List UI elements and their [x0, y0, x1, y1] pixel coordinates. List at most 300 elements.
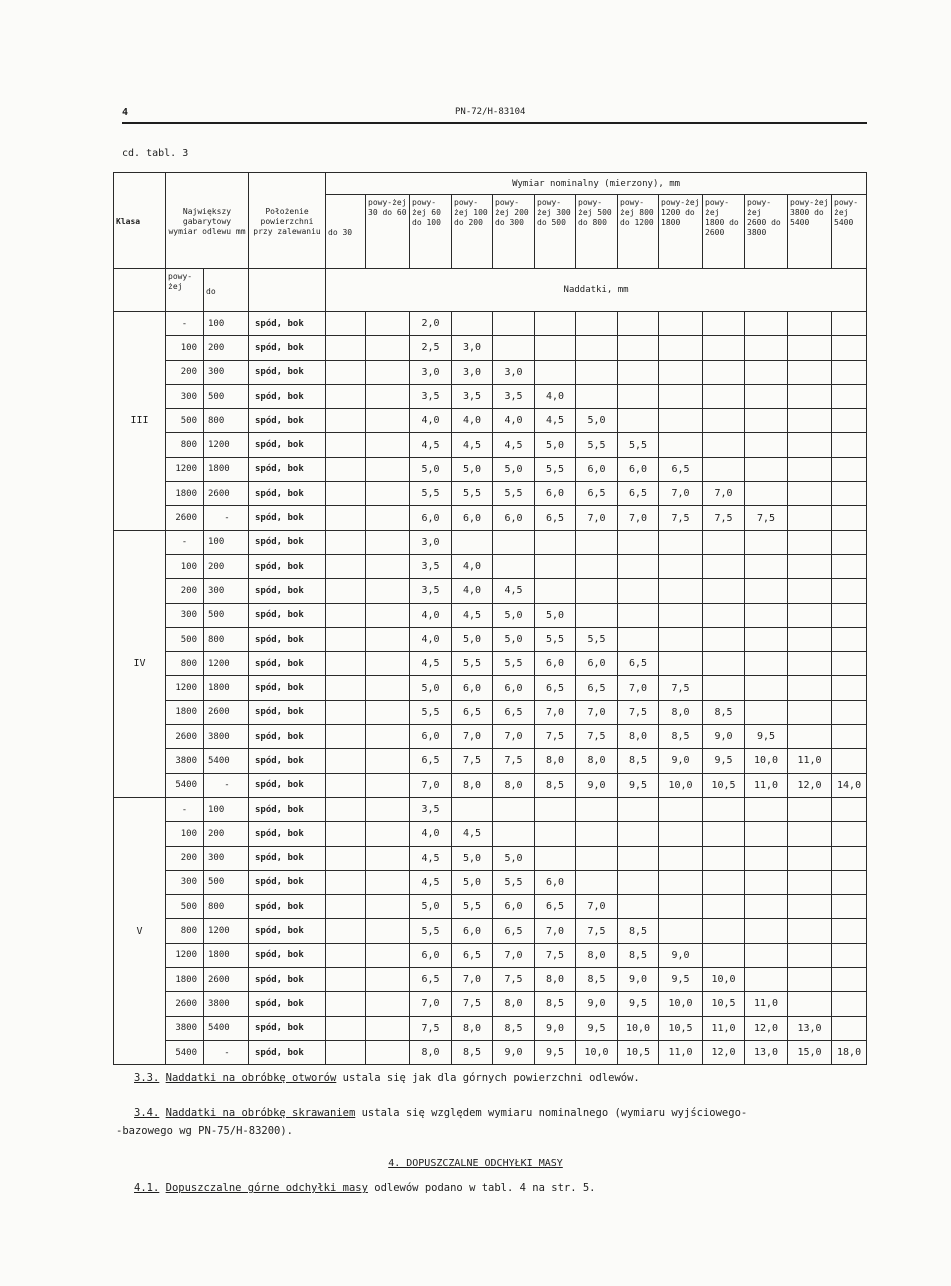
allowance-value-cell: 11,0 [745, 992, 788, 1016]
surface-position-cell: spód, bok [249, 1016, 326, 1040]
allowance-value-cell [618, 409, 659, 433]
allowance-value-cell: 4,0 [452, 409, 493, 433]
dimension-over-cell: 5400 [166, 1040, 204, 1064]
allowance-value-cell: 3,5 [493, 384, 535, 408]
allowance-value-cell: 6,0 [452, 676, 493, 700]
header-over: powy-żej [166, 269, 204, 312]
allowance-value-cell [832, 554, 867, 578]
allowance-value-cell: 6,0 [452, 919, 493, 943]
dimension-to-cell: 100 [204, 530, 249, 554]
allowance-value-cell [618, 797, 659, 821]
allowance-value-cell [618, 360, 659, 384]
allowance-value-cell: 4,0 [410, 603, 452, 627]
allowance-value-cell: 7,0 [410, 773, 452, 797]
allowance-value-cell [576, 579, 618, 603]
allowance-value-cell: 10,5 [703, 992, 745, 1016]
table-row [114, 968, 867, 992]
allowance-value-cell [745, 457, 788, 481]
allowance-value-cell [788, 506, 832, 530]
paragraph-4-1 [134, 1182, 596, 1194]
allowance-value-cell [788, 336, 832, 360]
allowance-value-cell [832, 870, 867, 894]
dimension-over-cell: - [166, 530, 204, 554]
surface-position-cell: spód, bok [249, 482, 326, 506]
allowance-value-cell: 5,5 [535, 457, 576, 481]
allowance-value-cell [832, 627, 867, 651]
allowance-value-cell [788, 627, 832, 651]
allowance-value-cell [576, 822, 618, 846]
paragraph-number: 3.4. [134, 1107, 160, 1119]
allowance-value-cell [576, 384, 618, 408]
allowance-value-cell [366, 579, 410, 603]
allowance-value-cell [788, 409, 832, 433]
allowance-value-cell [788, 384, 832, 408]
paragraph-heading: Dopuszczalne górne odchyłki masy [165, 1182, 368, 1194]
paragraph-text: odlewów podano w tabl. 4 na str. 5. [367, 1182, 596, 1194]
allowance-value-cell: 3,5 [410, 554, 452, 578]
allowance-value-cell [326, 579, 366, 603]
paragraph-heading: Naddatki na obróbkę skrawaniem [165, 1107, 356, 1119]
allowance-value-cell [366, 384, 410, 408]
allowance-value-cell: 10,0 [745, 749, 788, 773]
allowance-value-cell: 5,5 [576, 433, 618, 457]
allowance-value-cell [452, 312, 493, 336]
allowance-value-cell: 8,0 [535, 749, 576, 773]
allowance-value-cell: 4,5 [493, 579, 535, 603]
allowance-value-cell [618, 530, 659, 554]
allowance-value-cell [366, 676, 410, 700]
page-number: 4 [122, 107, 129, 118]
allowance-value-cell [788, 676, 832, 700]
surface-position-cell: spód, bok [249, 457, 326, 481]
allowance-value-cell: 6,5 [576, 676, 618, 700]
table-row [114, 846, 867, 870]
allowance-value-cell [659, 384, 703, 408]
allowance-value-cell [788, 457, 832, 481]
allowance-value-cell [366, 360, 410, 384]
allowance-value-cell [618, 822, 659, 846]
dimension-over-cell: 200 [166, 579, 204, 603]
allowance-value-cell [366, 554, 410, 578]
allowance-value-cell: 5,5 [452, 482, 493, 506]
allowance-value-cell: 9,5 [576, 1016, 618, 1040]
allowance-value-cell: 8,0 [576, 749, 618, 773]
allowance-value-cell: 5,5 [576, 627, 618, 651]
allowance-value-cell [659, 433, 703, 457]
paragraph-3-3 [134, 1072, 640, 1084]
paragraph-heading: Naddatki na obróbkę otworów [165, 1072, 337, 1084]
allowance-value-cell: 7,0 [576, 700, 618, 724]
dimension-to-cell: 5400 [204, 1016, 249, 1040]
allowance-value-cell [576, 336, 618, 360]
allowance-value-cell [703, 603, 745, 627]
allowance-value-cell [366, 312, 410, 336]
allowance-value-cell: 6,0 [452, 506, 493, 530]
allowance-value-cell [745, 482, 788, 506]
allowance-value-cell: 6,5 [452, 943, 493, 967]
table-continuation-label: cd. tabl. 3 [122, 148, 189, 159]
allowance-value-cell: 5,0 [535, 603, 576, 627]
table-row [114, 1016, 867, 1040]
table-row [114, 773, 867, 797]
allowance-value-cell: 8,5 [618, 919, 659, 943]
header-nominal-dimension: Wymiar nominalny (mierzony), mm [326, 173, 867, 195]
allowance-value-cell [366, 773, 410, 797]
dimension-to-cell: 100 [204, 312, 249, 336]
allowance-value-cell [703, 943, 745, 967]
allowance-value-cell: 6,5 [493, 919, 535, 943]
dimension-to-cell: 1800 [204, 943, 249, 967]
allowance-value-cell [703, 579, 745, 603]
allowance-value-cell [703, 433, 745, 457]
allowance-value-cell [703, 919, 745, 943]
allowance-value-cell: 5,0 [452, 870, 493, 894]
allowance-value-cell [788, 895, 832, 919]
header-surface-position: Położenie powierzchni przy zalewaniu [249, 173, 326, 269]
allowance-value-cell [788, 870, 832, 894]
allowance-value-cell [326, 773, 366, 797]
allowance-value-cell [703, 457, 745, 481]
allowance-value-cell: 8,5 [618, 943, 659, 967]
allowance-value-cell [366, 895, 410, 919]
allowance-value-cell: 5,0 [410, 457, 452, 481]
dimension-to-cell: 500 [204, 384, 249, 408]
allowance-value-cell [788, 554, 832, 578]
allowance-value-cell [326, 506, 366, 530]
allowance-value-cell [745, 797, 788, 821]
document-code: PN-72/H-83104 [455, 107, 526, 117]
surface-position-cell: spód, bok [249, 1040, 326, 1064]
allowance-value-cell: 14,0 [832, 773, 867, 797]
allowance-value-cell [326, 749, 366, 773]
allowance-value-cell [788, 482, 832, 506]
allowance-value-cell [788, 822, 832, 846]
allowance-value-cell: 5,0 [452, 627, 493, 651]
allowance-value-cell: 8,0 [535, 968, 576, 992]
allowance-value-cell [703, 554, 745, 578]
allowance-value-cell [535, 336, 576, 360]
dimension-over-cell: 3800 [166, 1016, 204, 1040]
allowance-value-cell [788, 603, 832, 627]
dimension-over-cell: 1800 [166, 700, 204, 724]
allowance-value-cell: 10,0 [659, 992, 703, 1016]
allowance-value-cell: 8,0 [452, 1016, 493, 1040]
allowance-value-cell: 7,0 [618, 506, 659, 530]
allowance-value-cell: 6,0 [535, 482, 576, 506]
allowance-value-cell [788, 943, 832, 967]
allowance-value-cell: 9,0 [576, 992, 618, 1016]
allowance-value-cell [745, 676, 788, 700]
allowance-value-cell: 6,5 [493, 700, 535, 724]
allowance-value-cell [703, 846, 745, 870]
allowance-value-cell: 8,5 [452, 1040, 493, 1064]
allowance-value-cell [326, 700, 366, 724]
allowance-value-cell: 6,0 [618, 457, 659, 481]
allowance-value-cell [618, 579, 659, 603]
table-row [114, 627, 867, 651]
table-row [114, 312, 867, 336]
allowance-value-cell: 11,0 [659, 1040, 703, 1064]
surface-position-cell: spód, bok [249, 506, 326, 530]
allowance-value-cell [326, 409, 366, 433]
allowance-value-cell [535, 554, 576, 578]
table-row [114, 943, 867, 967]
allowance-value-cell: 8,5 [535, 992, 576, 1016]
header-blank [249, 269, 326, 312]
allowance-value-cell [576, 554, 618, 578]
allowance-value-cell: 3,0 [493, 360, 535, 384]
allowance-value-cell: 10,5 [618, 1040, 659, 1064]
dimension-to-cell: 500 [204, 870, 249, 894]
allowance-value-cell [366, 797, 410, 821]
allowance-value-cell: 7,0 [535, 919, 576, 943]
allowance-value-cell [788, 797, 832, 821]
allowance-value-cell: 3,5 [452, 384, 493, 408]
allowance-value-cell [745, 554, 788, 578]
dimension-to-cell: - [204, 773, 249, 797]
allowance-value-cell: 6,5 [410, 968, 452, 992]
table-row [114, 360, 867, 384]
allowance-value-cell [618, 846, 659, 870]
allowance-value-cell: 15,0 [788, 1040, 832, 1064]
allowance-value-cell [576, 360, 618, 384]
allowance-value-cell [326, 336, 366, 360]
size-range-header: powy-żej 30 do 60 [366, 195, 410, 269]
allowance-value-cell: 5,5 [410, 919, 452, 943]
allowance-value-cell [659, 554, 703, 578]
allowance-value-cell [366, 336, 410, 360]
allowance-value-cell: 4,5 [410, 870, 452, 894]
allowance-value-cell: 7,0 [410, 992, 452, 1016]
allowance-value-cell [326, 482, 366, 506]
allowance-value-cell [745, 846, 788, 870]
allowance-value-cell: 6,5 [535, 506, 576, 530]
allowance-value-cell: 6,0 [535, 652, 576, 676]
allowance-value-cell [326, 895, 366, 919]
allowance-value-cell: 5,5 [410, 700, 452, 724]
allowance-value-cell [832, 725, 867, 749]
surface-position-cell: spód, bok [249, 846, 326, 870]
allowance-value-cell: 6,5 [410, 749, 452, 773]
dimension-over-cell: 300 [166, 384, 204, 408]
table-row [114, 409, 867, 433]
allowance-value-cell [832, 797, 867, 821]
allowance-value-cell [366, 919, 410, 943]
dimension-to-cell: 1200 [204, 433, 249, 457]
allowance-value-cell [366, 1040, 410, 1064]
table-row [114, 919, 867, 943]
allowance-value-cell [366, 870, 410, 894]
allowance-value-cell [366, 603, 410, 627]
allowance-value-cell: 9,0 [659, 943, 703, 967]
paragraph-3-4-continuation: -bazowego wg PN-75/H-83200). [116, 1125, 294, 1137]
allowance-value-cell: 5,0 [493, 627, 535, 651]
allowance-value-cell: 10,0 [659, 773, 703, 797]
allowance-value-cell [832, 992, 867, 1016]
allowance-value-cell [745, 579, 788, 603]
allowance-value-cell [366, 700, 410, 724]
allowance-value-cell [788, 360, 832, 384]
allowance-value-cell: 8,0 [618, 725, 659, 749]
allowance-value-cell: 7,5 [535, 943, 576, 967]
dimension-to-cell: 3800 [204, 725, 249, 749]
size-range-header: powy-żej 3800 do 5400 [788, 195, 832, 269]
allowance-value-cell [576, 312, 618, 336]
allowance-value-cell: 8,0 [493, 992, 535, 1016]
allowance-value-cell [703, 822, 745, 846]
allowance-value-cell [745, 700, 788, 724]
dimension-to-cell: 200 [204, 554, 249, 578]
allowance-value-cell [618, 870, 659, 894]
allowance-value-cell: 4,5 [452, 822, 493, 846]
dimension-to-cell: 300 [204, 579, 249, 603]
allowance-value-cell: 4,5 [410, 846, 452, 870]
allowance-value-cell [326, 1040, 366, 1064]
allowance-value-cell [788, 312, 832, 336]
allowance-value-cell [703, 652, 745, 676]
surface-position-cell: spód, bok [249, 968, 326, 992]
surface-position-cell: spód, bok [249, 943, 326, 967]
surface-position-cell: spód, bok [249, 360, 326, 384]
table-row [114, 579, 867, 603]
surface-position-cell: spód, bok [249, 530, 326, 554]
dimension-to-cell: - [204, 506, 249, 530]
allowance-value-cell [832, 312, 867, 336]
allowance-value-cell [832, 409, 867, 433]
allowance-value-cell: 8,5 [576, 968, 618, 992]
surface-position-cell: spód, bok [249, 336, 326, 360]
allowance-value-cell: 7,0 [535, 700, 576, 724]
section-title-text: 4. DOPUSZCZALNE ODCHYŁKI MASY [388, 1158, 563, 1169]
header-to: do [204, 269, 249, 312]
table-row [114, 433, 867, 457]
allowance-value-cell [326, 968, 366, 992]
allowance-value-cell: 4,0 [535, 384, 576, 408]
class-label: V [114, 797, 166, 1064]
allowance-value-cell: 5,5 [493, 870, 535, 894]
allowance-value-cell: 12,0 [703, 1040, 745, 1064]
allowance-value-cell: 10,0 [618, 1016, 659, 1040]
allowance-value-cell [366, 943, 410, 967]
allowance-value-cell [493, 530, 535, 554]
surface-position-cell: spód, bok [249, 312, 326, 336]
allowance-value-cell [576, 603, 618, 627]
surface-position-cell: spód, bok [249, 919, 326, 943]
allowance-value-cell: 7,5 [576, 725, 618, 749]
surface-position-cell: spód, bok [249, 409, 326, 433]
allowance-value-cell [832, 895, 867, 919]
allowance-value-cell [366, 457, 410, 481]
allowance-value-cell [326, 725, 366, 749]
allowance-value-cell [788, 700, 832, 724]
surface-position-cell: spód, bok [249, 749, 326, 773]
allowance-value-cell [832, 700, 867, 724]
allowance-value-cell [745, 312, 788, 336]
allowance-value-cell [366, 433, 410, 457]
allowance-value-cell [366, 506, 410, 530]
header-blank [114, 269, 166, 312]
allowance-value-cell: 5,0 [452, 457, 493, 481]
allowance-value-cell [452, 530, 493, 554]
allowance-value-cell [703, 676, 745, 700]
allowance-value-cell: 6,0 [410, 725, 452, 749]
allowance-value-cell: 6,5 [576, 482, 618, 506]
allowance-value-cell [493, 312, 535, 336]
allowance-value-cell [832, 1016, 867, 1040]
allowance-value-cell: 7,5 [659, 676, 703, 700]
dimension-to-cell: 2600 [204, 700, 249, 724]
allowance-value-cell [832, 579, 867, 603]
allowance-value-cell [618, 627, 659, 651]
allowance-value-cell [452, 797, 493, 821]
allowance-value-cell [832, 919, 867, 943]
allowance-value-cell [703, 797, 745, 821]
allowance-value-cell: 8,0 [493, 773, 535, 797]
allowance-value-cell: 7,5 [576, 919, 618, 943]
allowance-value-cell: 6,0 [410, 506, 452, 530]
allowance-value-cell: 6,5 [618, 482, 659, 506]
table-row [114, 797, 867, 821]
surface-position-cell: spód, bok [249, 579, 326, 603]
allowance-value-cell [832, 360, 867, 384]
allowance-value-cell: 3,5 [410, 797, 452, 821]
allowance-value-cell: 7,5 [493, 749, 535, 773]
header-max-dimension: Największy gabarytowy wymiar odlewu mm [166, 173, 249, 269]
dimension-over-cell: 100 [166, 554, 204, 578]
allowance-value-cell: 18,0 [832, 1040, 867, 1064]
allowance-value-cell [326, 530, 366, 554]
allowance-value-cell [326, 797, 366, 821]
header-rule [122, 122, 867, 124]
allowance-value-cell: 7,0 [576, 506, 618, 530]
allowance-value-cell [745, 360, 788, 384]
allowance-value-cell [703, 384, 745, 408]
allowance-value-cell: 9,5 [618, 773, 659, 797]
surface-position-cell: spód, bok [249, 700, 326, 724]
dimension-to-cell: 1800 [204, 676, 249, 700]
allowance-value-cell [832, 603, 867, 627]
allowance-value-cell [326, 360, 366, 384]
allowance-value-cell: 9,0 [576, 773, 618, 797]
table-row [114, 603, 867, 627]
dimension-over-cell: 5400 [166, 773, 204, 797]
allowance-value-cell [832, 652, 867, 676]
allowance-value-cell: 6,5 [618, 652, 659, 676]
allowance-value-cell [745, 384, 788, 408]
allowance-value-cell: 7,0 [452, 968, 493, 992]
allowance-value-cell: 6,0 [410, 943, 452, 967]
surface-position-cell: spód, bok [249, 384, 326, 408]
allowance-value-cell [326, 627, 366, 651]
allowance-value-cell [326, 943, 366, 967]
allowance-value-cell [326, 433, 366, 457]
allowance-value-cell: 8,5 [535, 773, 576, 797]
size-range-header: powy-żej 5400 [832, 195, 867, 269]
dimension-over-cell: 200 [166, 360, 204, 384]
paragraph-number: 3.3. [134, 1072, 160, 1084]
dimension-over-cell: - [166, 797, 204, 821]
allowance-value-cell [745, 409, 788, 433]
allowance-value-cell [659, 870, 703, 894]
allowance-value-cell [326, 554, 366, 578]
dimension-over-cell: 100 [166, 822, 204, 846]
allowance-value-cell: 9,5 [745, 725, 788, 749]
allowance-value-cell: 9,0 [535, 1016, 576, 1040]
table-row [114, 554, 867, 578]
size-range-header: do 30 [326, 195, 366, 269]
allowance-value-cell: 11,0 [703, 1016, 745, 1040]
allowance-value-cell [703, 870, 745, 894]
